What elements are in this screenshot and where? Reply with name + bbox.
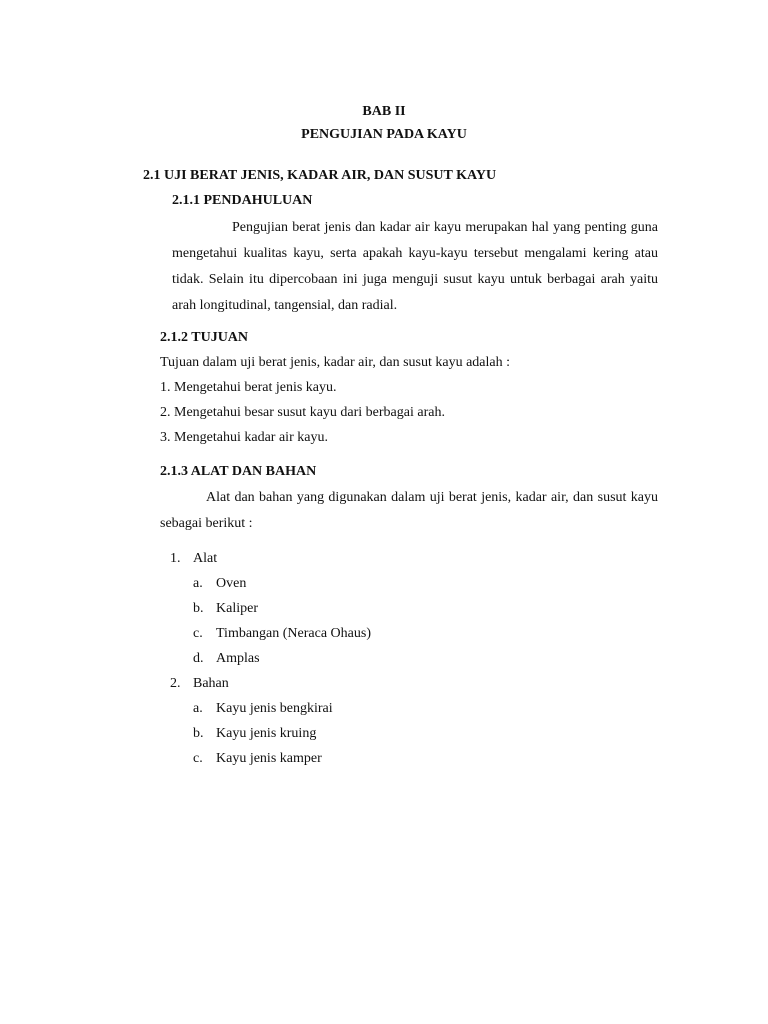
section-heading: 2.1 UJI BERAT JENIS, KADAR AIR, DAN SUSUT KAYU <box>143 168 497 183</box>
list-item: Kayu jenis kruing <box>216 726 317 741</box>
chapter-number: BAB II <box>362 104 406 119</box>
alat-bahan-heading: 2.1.3 ALAT DAN BAHAN <box>160 464 317 479</box>
list-item: Amplas <box>216 651 260 666</box>
list-marker: c. <box>193 751 203 766</box>
list-marker: b. <box>193 601 204 616</box>
chapter-title: PENGUJIAN PADA KAYU <box>301 127 467 142</box>
tujuan-item: 3. Mengetahui kadar air kayu. <box>160 430 328 445</box>
tujuan-intro: Tujuan dalam uji berat jenis, kadar air, dan susut kayu adalah : <box>160 355 510 370</box>
pendahuluan-paragraph: Pengujian berat jenis dan kadar air kayu merupakan hal yang penting guna mengetahui kualitas kayu, serta apakah kayu-kayu tersebut mengalami kering atau tidak. Selain itu dipercobaan ini juga menguji susut kayu untuk berbagai arah yaitu arah longitudinal, tangensial, dan radial. <box>172 220 658 313</box>
list-marker: d. <box>193 651 204 666</box>
list-item: Kaliper <box>216 601 258 616</box>
tujuan-item: 1. Mengetahui berat jenis kayu. <box>160 380 337 395</box>
list-item: Kayu jenis bengkirai <box>216 701 333 716</box>
list-group-label: Bahan <box>193 676 229 691</box>
list-marker: b. <box>193 726 204 741</box>
list-marker: a. <box>193 701 203 716</box>
list-item: Oven <box>216 576 247 591</box>
list-marker: a. <box>193 576 203 591</box>
list-marker: 2. <box>170 676 181 691</box>
pendahuluan-heading: 2.1.1 PENDAHULUAN <box>172 193 313 208</box>
tujuan-item: 2. Mengetahui besar susut kayu dari berbagai arah. <box>160 405 445 420</box>
list-item: Kayu jenis kamper <box>216 751 322 766</box>
list-item: Timbangan (Neraca Ohaus) <box>216 626 371 641</box>
alat-bahan-intro: Alat dan bahan yang digunakan dalam uji berat jenis, kadar air, dan susut kayu sebagai berikut : <box>160 490 658 531</box>
list-group-label: Alat <box>193 551 218 566</box>
list-marker: 1. <box>170 551 181 566</box>
list-marker: c. <box>193 626 203 641</box>
tujuan-heading: 2.1.2 TUJUAN <box>160 330 249 345</box>
